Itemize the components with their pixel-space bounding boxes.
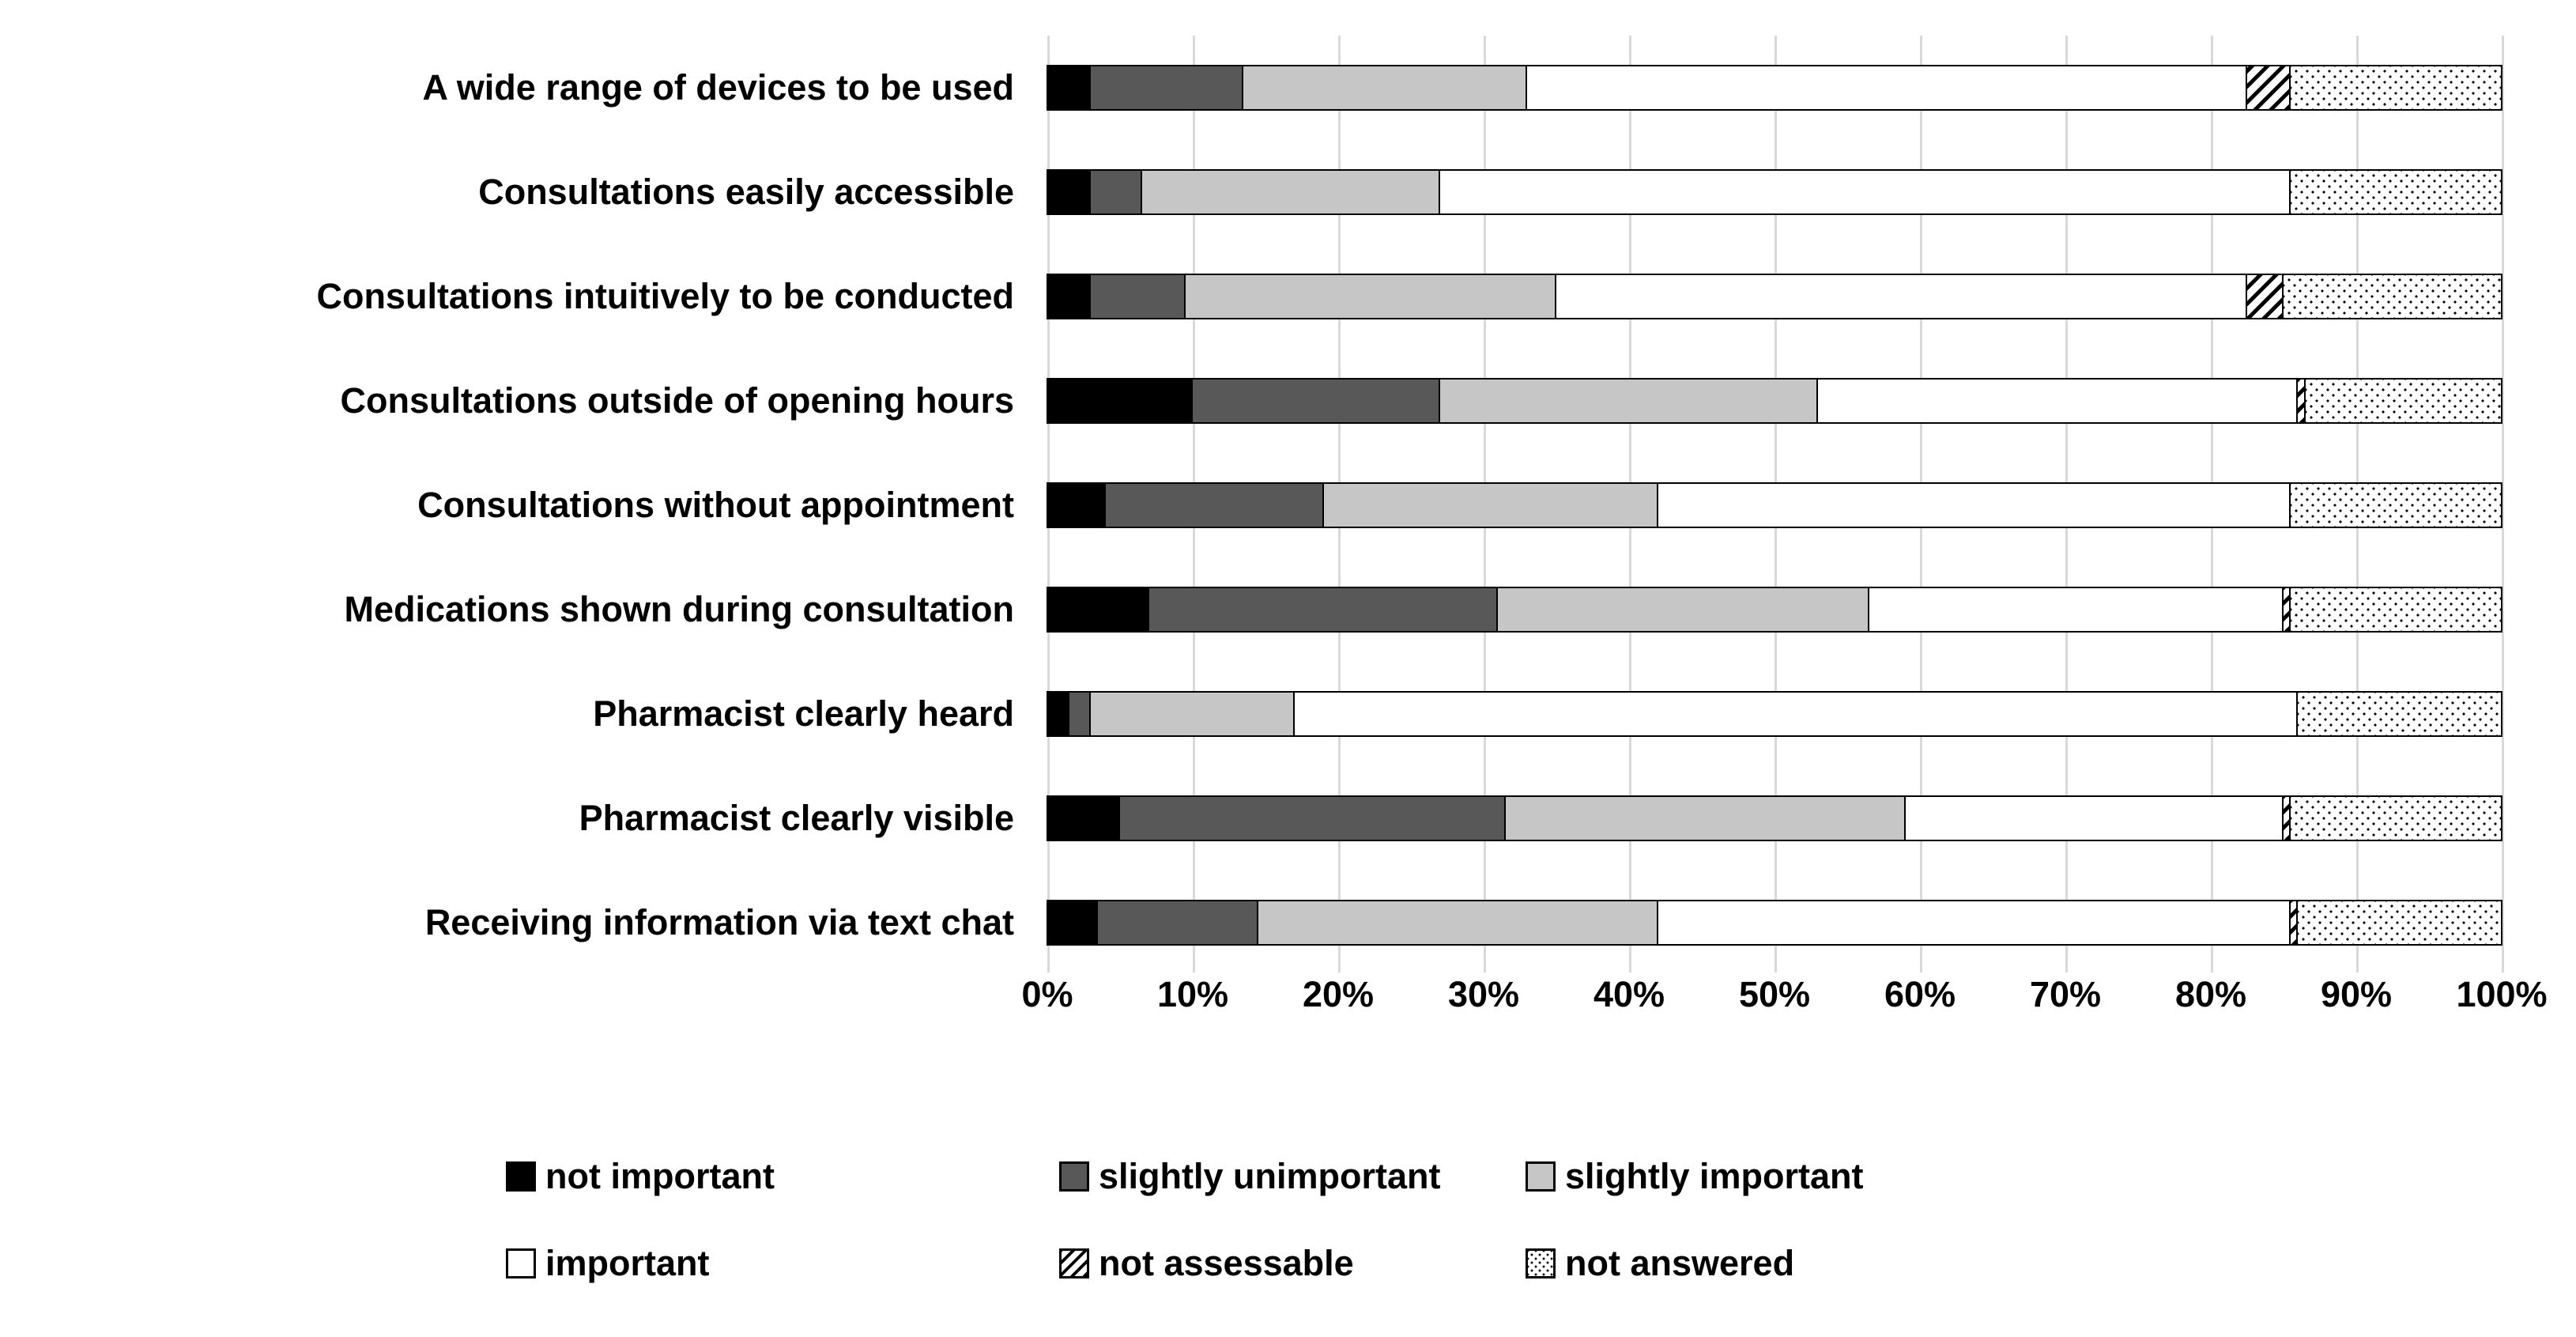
x-tick-label: 100% — [2456, 974, 2548, 1014]
bar-row — [1047, 36, 2502, 140]
legend-row-2 — [506, 1226, 2087, 1301]
legend-label: not important — [545, 1155, 775, 1196]
bar-segment — [1047, 66, 1091, 110]
stacked-bar — [1047, 274, 2502, 319]
bar-segment — [2291, 483, 2502, 527]
stacked-bar — [1047, 170, 2502, 214]
bar-segment — [2284, 587, 2291, 632]
bar-segment — [2291, 901, 2298, 945]
stacked-bar — [1047, 587, 2502, 632]
category-label: Pharmacist clearly visible — [579, 798, 1014, 838]
bar-segment — [2298, 379, 2305, 423]
category-label: Receiving information via text chat — [424, 902, 1014, 942]
bar-segment — [1258, 901, 1658, 945]
x-tick-label: 90% — [2320, 974, 2393, 1014]
bar-segment — [1047, 901, 1098, 945]
stacked-bar — [1047, 483, 2502, 527]
bar-segment — [2291, 170, 2502, 214]
bar-row — [1047, 244, 2502, 349]
x-tick-label: 60% — [1884, 974, 1956, 1014]
bar-segment — [1047, 170, 1091, 214]
bar-segment — [1186, 274, 1556, 319]
bar-segment — [1906, 796, 2284, 840]
legend-item — [1059, 1243, 1354, 1284]
x-tick-label: 40% — [1593, 974, 1665, 1014]
bar-segment — [1506, 796, 1906, 840]
bar-segment — [1091, 66, 1243, 110]
bar-segment — [1047, 274, 1091, 319]
bar-segment — [1047, 483, 1106, 527]
bar-segment — [1106, 483, 1324, 527]
stacked-bar — [1047, 796, 2502, 840]
legend-item — [1526, 1243, 1794, 1284]
bar-segment — [2291, 796, 2502, 840]
bar-segment — [1091, 692, 1295, 736]
legend-label: slightly unimportant — [1099, 1155, 1441, 1196]
bar-row — [1047, 140, 2502, 244]
bar-row — [1047, 557, 2502, 662]
category-label: Consultations without appointment — [417, 485, 1014, 525]
legend-swatch-icon — [506, 1161, 536, 1192]
stacked-bar — [1047, 901, 2502, 945]
bar-segment — [1091, 170, 1141, 214]
gridline-100 — [2502, 36, 2504, 973]
category-label: Pharmacist clearly heard — [593, 693, 1014, 734]
stacked-bar — [1047, 692, 2502, 736]
legend-swatch-icon — [506, 1248, 536, 1278]
x-tick-label: 20% — [1302, 974, 1375, 1014]
bar-segment — [1098, 901, 1258, 945]
category-label: Consultations outside of opening hours — [340, 380, 1014, 421]
x-tick-label: 70% — [2029, 974, 2102, 1014]
bar-row — [1047, 871, 2502, 975]
bar-segment — [2284, 274, 2502, 319]
bar-segment — [1440, 379, 1818, 423]
x-tick-label: 10% — [1156, 974, 1229, 1014]
legend-item — [506, 1156, 775, 1197]
legend-item — [1059, 1156, 1441, 1197]
bar-segment — [1047, 796, 1120, 840]
legend-item — [506, 1243, 710, 1284]
bar-row — [1047, 766, 2502, 871]
bar-segment — [1658, 901, 2291, 945]
category-label: Consultations intuitively to be conducted — [316, 276, 1014, 316]
x-axis-tick-labels — [1021, 974, 2548, 1029]
bar-segment — [1047, 587, 1149, 632]
bar-segment — [1243, 66, 1527, 110]
bar-segment — [1324, 483, 1658, 527]
x-tick-label: 80% — [2174, 974, 2247, 1014]
bar-segment — [1047, 692, 1069, 736]
bar-segment — [1149, 587, 1499, 632]
category-label: Medications shown during consultation — [344, 589, 1014, 629]
bar-segment — [1498, 587, 1869, 632]
bar-segment — [2306, 379, 2502, 423]
x-tick-label: 30% — [1447, 974, 1520, 1014]
bar-segment — [1869, 587, 2284, 632]
bar-segment — [1295, 692, 2299, 736]
bar-segment — [2291, 66, 2502, 110]
category-label: A wide range of devices to be used — [422, 67, 1014, 108]
legend-label: not assessable — [1099, 1242, 1354, 1283]
bar-segment — [1527, 66, 2247, 110]
bar-segment — [2247, 274, 2284, 319]
bar-row — [1047, 662, 2502, 766]
category-axis-labels — [0, 36, 1032, 973]
bar-segment — [1047, 379, 1193, 423]
bar-segment — [2247, 66, 2291, 110]
stacked-bar — [1047, 66, 2502, 110]
bar-segment — [1440, 170, 2291, 214]
bar-row — [1047, 453, 2502, 557]
legend-row-1 — [506, 1139, 2087, 1214]
x-tick-label: 50% — [1738, 974, 1811, 1014]
bar-segment — [1120, 796, 1506, 840]
legend-label: important — [545, 1242, 710, 1283]
legend-label: not answered — [1565, 1242, 1795, 1283]
bar-segment — [1069, 692, 1092, 736]
bar-row — [1047, 349, 2502, 453]
legend-swatch-icon — [1059, 1161, 1089, 1192]
x-tick-label: 0% — [1021, 974, 1073, 1014]
plot-area — [1047, 36, 2502, 973]
legend-swatch-icon — [1526, 1248, 1556, 1278]
bar-segment — [2298, 901, 2502, 945]
bar-segment — [1091, 274, 1186, 319]
bar-rows — [1047, 36, 2502, 973]
bar-segment — [1142, 170, 1440, 214]
bar-segment — [1193, 379, 1440, 423]
bar-segment — [2284, 796, 2291, 840]
legend-label: slightly important — [1565, 1155, 1864, 1196]
bar-segment — [1556, 274, 2247, 319]
bar-segment — [2291, 587, 2502, 632]
legend-item — [1526, 1156, 1864, 1197]
bar-segment — [1818, 379, 2298, 423]
bar-segment — [2298, 692, 2502, 736]
bar-segment — [1658, 483, 2291, 527]
chart-legend — [506, 1139, 2087, 1312]
legend-swatch-icon — [1526, 1161, 1556, 1192]
category-label: Consultations easily accessible — [478, 172, 1014, 212]
stacked-bar — [1047, 379, 2502, 423]
legend-swatch-icon — [1059, 1248, 1089, 1278]
